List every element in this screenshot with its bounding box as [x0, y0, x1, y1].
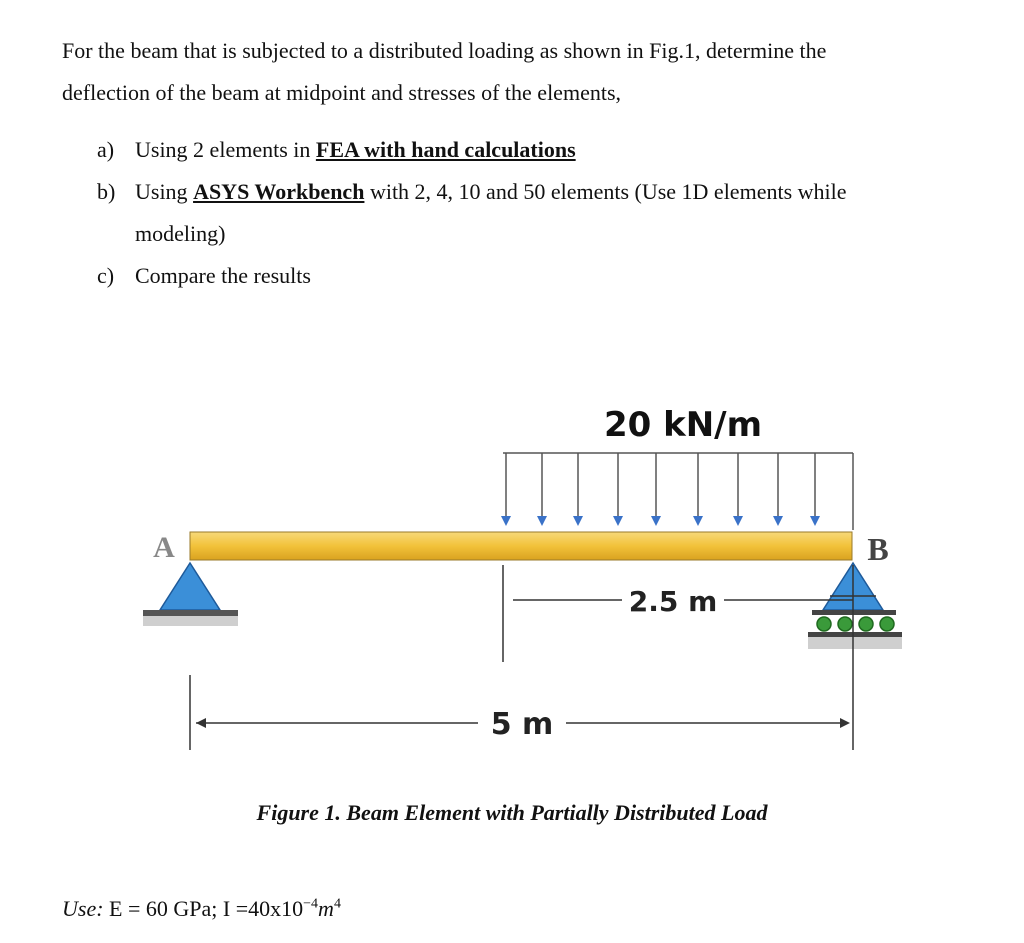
load-arrow-icon [693, 516, 703, 526]
distributed-load [501, 453, 853, 530]
problem-line-2: deflection of the beam at midpoint and stresses of the elements, [62, 80, 622, 105]
task-a-text: Using 2 elements in [135, 137, 316, 162]
load-arrow-icon [733, 516, 743, 526]
roller-icon [838, 617, 852, 631]
label-b: B [867, 531, 889, 567]
task-b [97, 171, 977, 213]
dimension-full [190, 675, 850, 750]
load-arrow-icon [810, 516, 820, 526]
use-exponent-1: −4 [303, 896, 319, 912]
roller-support-b [808, 563, 902, 649]
dim-full-label: 5 m [490, 707, 554, 742]
roller-icon [880, 617, 894, 631]
load-arrow-icon [537, 516, 547, 526]
task-a-marker: a) [97, 137, 115, 162]
load-arrow-icon [613, 516, 623, 526]
task-b-marker: b) [97, 179, 116, 204]
figure-caption: Figure 1. Beam Element with Partially Distributed Load [256, 800, 768, 825]
task-b-text-rest: with 2, 4, 10 and 50 elements (Use 1D elements while [364, 179, 847, 204]
use-unit: m [318, 896, 334, 921]
roller-icon [859, 617, 873, 631]
load-arrow-icon [501, 516, 511, 526]
given-values [62, 896, 341, 922]
roller-icon [817, 617, 831, 631]
beam [190, 532, 852, 560]
task-b-emphasis: ASYS Workbench [193, 179, 365, 204]
task-a [97, 129, 977, 171]
load-arrow-icon [651, 516, 661, 526]
use-exponent-2: 4 [333, 896, 341, 912]
task-c-marker: c) [97, 263, 115, 288]
load-label: 20 kN/m [603, 405, 763, 445]
task-b-text: Using [135, 179, 194, 204]
use-prefix: Use: [62, 896, 104, 921]
task-list [97, 129, 977, 297]
task-b-continuation: modeling) [135, 221, 226, 246]
dim-half-label: 2.5 m [628, 585, 718, 618]
load-arrow-icon [573, 516, 583, 526]
pin-support-icon [160, 563, 220, 610]
task-c-text: Compare the results [135, 263, 311, 288]
problem-line-1: For the beam that is subjected to a distributed loading as shown in Fig.1, determine the [62, 38, 827, 63]
problem-statement [62, 30, 962, 114]
task-c [97, 255, 977, 297]
label-a: A [153, 531, 175, 564]
dim-arrow-left-icon [196, 718, 206, 728]
load-arrow-icon [773, 516, 783, 526]
beam-figure [0, 380, 1024, 780]
use-text: E = 60 GPa; I =40x10 [103, 896, 304, 921]
task-a-emphasis: FEA with hand calculations [315, 137, 576, 162]
dim-arrow-right-icon [840, 718, 850, 728]
pin-support-a [143, 563, 238, 626]
